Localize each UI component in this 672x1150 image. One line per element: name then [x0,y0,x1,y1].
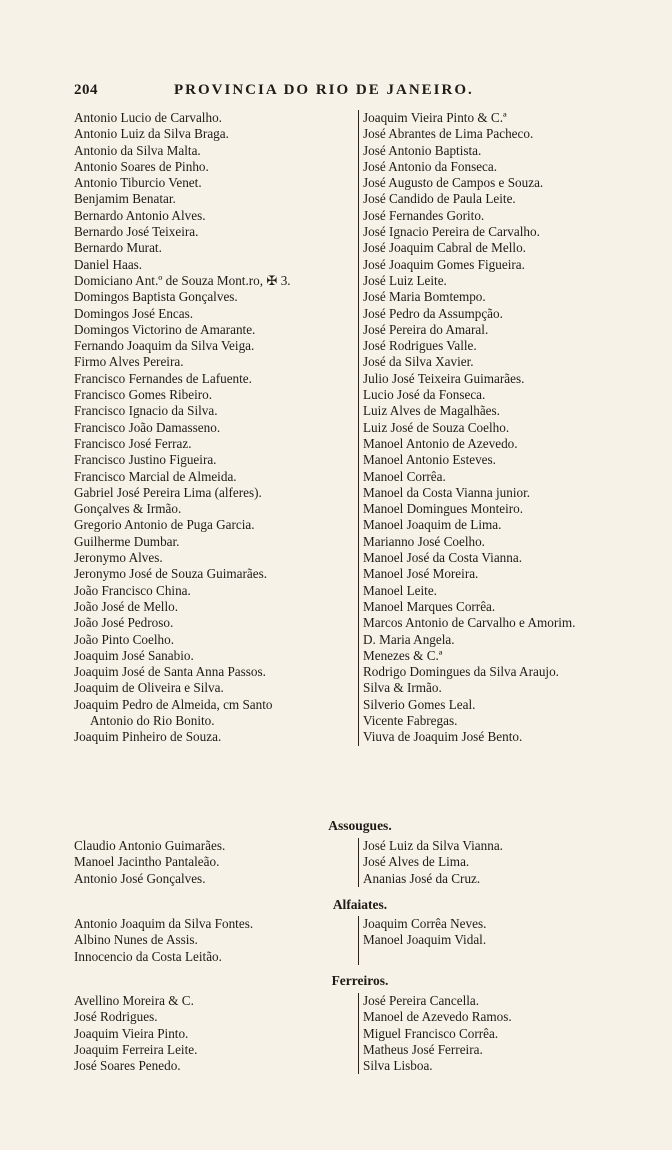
list-entry: Avellino Moreira & C. [74,993,194,1008]
list-entry: João Pinto Coelho. [74,631,175,647]
list-entry: José Rodrigues. [74,1009,158,1025]
list-entry: D. Maria Angela. [363,631,455,647]
list-entry: José Joaquim Gomes Figueira. [363,256,525,272]
list-entry: Antonio Tiburcio Venet. [74,175,202,191]
list-entry: Rodrigo Domingues da Silva Araujo. [363,664,559,680]
list-entry: Benjamim Benatar. [74,191,176,207]
list-entry: Innocencio da Costa Leitão. [74,948,222,964]
list-entry: Manoel Antonio Esteves. [363,452,496,468]
list-entry: José Joaquim Cabral de Mello. [363,240,526,256]
list-entry: Luiz José de Souza Coelho. [363,419,510,435]
list-entry: José Soares Penedo. [74,1058,181,1074]
list-entry: Joaquim Vieira Pinto & C.ª [363,110,507,125]
list-entry: Silva Lisboa. [363,1058,433,1074]
list-entry: Bernardo Antonio Alves. [74,207,206,223]
list-entry: José da Silva Xavier. [363,354,474,370]
section-title-alfaiates: Alfaiates. [332,897,388,912]
main-list [74,110,646,746]
list-entry: Antonio Luiz da Silva Braga. [74,126,229,142]
list-entry: José Fernandes Gorito. [363,207,485,223]
list-entry: Francisco João Damasseno. [74,419,221,435]
list-entry: Jeronymo Alves. [74,550,163,566]
main-right-column [358,110,646,746]
list-entry: Albino Nunes de Assis. [74,932,198,948]
list-entry: Julio José Teixeira Guimarães. [363,370,525,386]
list-entry: Domingos Baptista Gonçalves. [74,289,238,305]
list-entry: Joaquim Vieira Pinto. [74,1025,189,1041]
list-entry: Firmo Alves Pereira. [74,354,184,370]
list-entry: José Abrantes de Lima Pacheco. [363,126,534,142]
ferreiros-right-column [358,993,646,1074]
list-entry: Antonio Joaquim da Silva Fontes. [74,916,254,931]
list-entry: Manoel José da Costa Vianna. [363,550,523,566]
list-entry: João Francisco China. [74,582,191,598]
list-entry: Gonçalves & Irmão. [74,501,182,517]
list-entry: Ananias José da Cruz. [363,870,481,886]
list-entry: Antonio do Rio Bonito. [90,712,215,728]
alfaiates-left-column [74,916,358,965]
list-entry: Domingos Victorino de Amarante. [74,321,256,337]
alfaiates-right-column [358,916,646,965]
list-entry: Joaquim Ferreira Leite. [74,1041,198,1057]
list-entry: Matheus José Ferreira. [363,1041,483,1057]
list-entry: José Augusto de Campos e Souza. [363,175,544,191]
list-entry: Francisco Justino Figueira. [74,452,217,468]
section-title-assougues: Assougues. [328,818,392,833]
list-entry: Manoel Domingues Monteiro. [363,501,524,517]
page-header [74,82,646,99]
assougues-right-column [358,838,646,887]
list-entry: Manoel Joaquim Vidal. [363,932,487,948]
list-entry: Francisco José Ferraz. [74,435,192,451]
list-entry: José Alves de Lima. [363,854,470,870]
section-ferreiros [74,993,646,1074]
list-entry: Vicente Fabregas. [363,712,458,728]
list-entry: Joaquim Pedro de Almeida, cm Santo [74,696,273,712]
list-entry: Fernando Joaquim da Silva Veiga. [74,338,255,354]
list-entry: Francisco Marcial de Almeida. [74,468,237,484]
list-entry: Bernardo José Teixeira. [74,224,199,240]
list-entry: José Antonio da Fonseca. [363,158,498,174]
list-entry: José Luiz Leite. [363,272,447,288]
list-entry: José Luiz da Silva Vianna. [363,838,503,853]
list-entry: Francisco Fernandes de Lafuente. [74,370,252,386]
list-entry: Silva & Irmão. [363,680,442,696]
main-left-column [74,110,358,746]
list-entry: José Pedro da Assumpção. [363,305,503,321]
list-entry: Viuva de Joaquim José Bento. [363,729,523,745]
list-entry: Antonio Lucio de Carvalho. [74,110,222,125]
list-entry: Domingos José Encas. [74,305,194,321]
list-entry: Gregorio Antonio de Puga Garcia. [74,517,255,533]
list-entry: Joaquim de Oliveira e Silva. [74,680,224,696]
list-entry: Manoel Antonio de Azevedo. [363,435,518,451]
list-entry: Joaquim José de Santa Anna Passos. [74,664,266,680]
list-entry: Francisco Gomes Ribeiro. [74,387,213,403]
list-entry: João José de Mello. [74,598,179,614]
list-entry: Manoel José Moreira. [363,566,479,582]
list-entry: Manoel Marques Corrêa. [363,598,496,614]
list-entry: José Candido de Paula Leite. [363,191,516,207]
list-entry: Francisco Ignacio da Silva. [74,403,218,419]
list-entry: Bernardo Murat. [74,240,162,256]
list-entry: José Ignacio Pereira de Carvalho. [363,224,540,240]
list-entry: Manoel Corrêa. [363,468,446,484]
section-title-ferreiros: Ferreiros. [331,973,389,988]
list-entry: Guilherme Dumbar. [74,533,180,549]
list-entry: Marianno José Coelho. [363,533,485,549]
section-alfaiates [74,916,646,965]
list-entry: Joaquim Pinheiro de Souza. [74,729,222,745]
running-title: PROVINCIA DO RIO DE JANEIRO. [174,82,474,98]
list-entry: Miguel Francisco Corrêa. [363,1025,499,1041]
list-entry: Manoel da Costa Vianna junior. [363,484,531,500]
list-entry: José Pereira do Amaral. [363,321,489,337]
list-entry: Manoel Joaquim de Lima. [363,517,502,533]
list-entry: Joaquim Corrêa Neves. [363,916,487,931]
list-entry: Antonio José Gonçalves. [74,870,206,886]
list-entry: Silverio Gomes Leal. [363,696,476,712]
list-entry: José Rodrigues Valle. [363,338,477,354]
list-entry: Marcos Antonio de Carvalho e Amorim. [363,615,576,631]
list-entry: Gabriel José Pereira Lima (alferes). [74,484,262,500]
list-entry: Lucio José da Fonseca. [363,387,486,403]
list-entry: Jeronymo José de Souza Guimarães. [74,566,268,582]
list-entry: Luiz Alves de Magalhães. [363,403,500,419]
list-entry: Claudio Antonio Guimarães. [74,838,226,853]
list-entry: Manoel Jacintho Pantaleão. [74,854,220,870]
list-entry: Daniel Haas. [74,256,143,272]
list-entry: Domiciano Ant.º de Souza Mont.ro, ✠ 3. [74,272,291,288]
list-entry: José Maria Bomtempo. [363,289,486,305]
list-entry: José Antonio Baptista. [363,142,482,158]
section-assougues [74,838,646,887]
page-number: 204 [74,82,98,98]
list-entry: Antonio Soares de Pinho. [74,158,209,174]
list-entry: Joaquim José Sanabio. [74,647,194,663]
ferreiros-left-column [74,993,358,1074]
list-entry: Antonio da Silva Malta. [74,142,201,158]
list-entry: Menezes & C.ª [363,647,443,663]
assougues-left-column [74,838,358,887]
list-entry: José Pereira Cancella. [363,993,480,1008]
list-entry: Manoel Leite. [363,582,437,598]
list-entry: Manoel de Azevedo Ramos. [363,1009,512,1025]
list-entry: João José Pedroso. [74,615,174,631]
